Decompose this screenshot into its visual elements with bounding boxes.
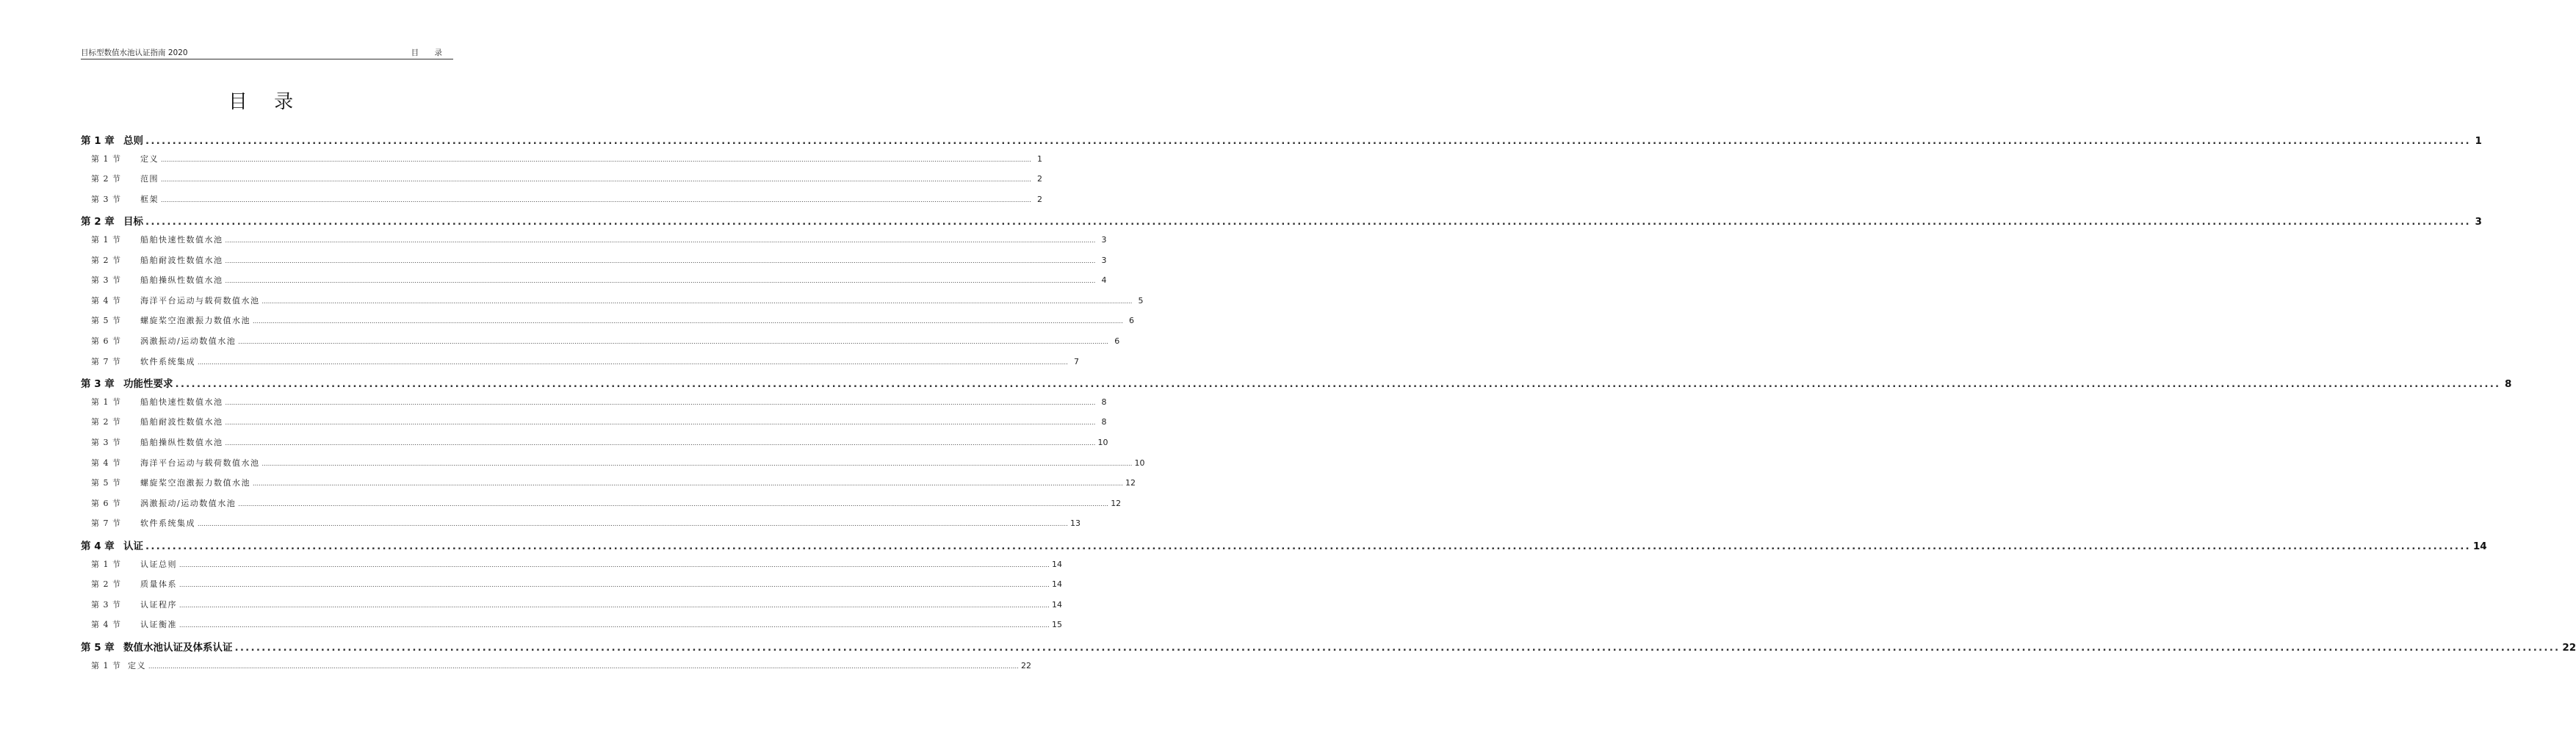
section-title: 认证衡准 <box>140 620 177 629</box>
page-number: 22 <box>1020 661 1031 670</box>
toc-section-entry[interactable] <box>81 599 1062 610</box>
dot-leader: ................................................................................................................................................................................................................................................................................................................................................................................................................................................ <box>198 521 1068 527</box>
page-number: 13 <box>1069 518 1080 528</box>
section-title: 软件系统集成 <box>140 357 195 366</box>
dot-leader: ................................................................................................................................................................................................................................................................................................................................................................................................................................................ <box>234 642 2561 654</box>
section-title: 船舶快速性数值水池 <box>140 397 223 407</box>
section-number: 第 4 节 <box>91 296 121 306</box>
section-number: 第 1 节 <box>91 560 121 569</box>
page-number: 10 <box>1097 438 1108 447</box>
section-number: 第 5 节 <box>91 316 121 325</box>
dot-leader: ................................................................................................................................................................................................................................................................................................................................................................................................................................................ <box>179 562 1050 568</box>
page-number: 12 <box>1125 478 1136 488</box>
dot-leader: ................................................................................................................................................................................................................................................................................................................................................................................................................................................ <box>238 339 1109 345</box>
section-title: 船舶操纵性数值水池 <box>140 438 223 447</box>
page-number: 4 <box>1101 275 1107 285</box>
section-title: 船舶耐波性数值水池 <box>140 417 223 427</box>
toc-chapter-entry[interactable] <box>81 375 2512 390</box>
header-section-title: 目 录 <box>411 48 449 57</box>
toc-section-entry[interactable] <box>81 234 1107 245</box>
dot-leader: ................................................................................................................................................................................................................................................................................................................................................................................................................................................ <box>145 540 2471 552</box>
section-number: 第 1 节 <box>91 397 121 407</box>
header-document-title: 目标型数值水池认证指南 2020 <box>81 48 188 57</box>
dot-leader: ................................................................................................................................................................................................................................................................................................................................................................................................................................................ <box>179 622 1050 629</box>
page-number: 22 <box>2562 642 2576 654</box>
toc-chapter-entry[interactable] <box>81 132 2482 147</box>
page-number: 2 <box>1036 174 1042 184</box>
dot-leader: ................................................................................................................................................................................................................................................................................................................................................................................................................................................ <box>261 298 1133 305</box>
page-number: 8 <box>1101 397 1107 407</box>
section-number: 第 6 节 <box>91 336 121 346</box>
dot-leader: ................................................................................................................................................................................................................................................................................................................................................................................................................................................ <box>175 378 2501 390</box>
chapter-number: 第 1 章 <box>81 135 115 147</box>
section-number: 第 5 节 <box>91 478 121 488</box>
section-title: 涡激振动/运动数值水池 <box>140 499 237 508</box>
section-number: 第 6 节 <box>91 499 121 508</box>
dot-leader: ................................................................................................................................................................................................................................................................................................................................................................................................................................................ <box>238 501 1109 507</box>
dot-leader: ................................................................................................................................................................................................................................................................................................................................................................................................................................................ <box>179 582 1050 588</box>
chapter-title: 功能性要求 <box>123 378 173 390</box>
dot-leader: ................................................................................................................................................................................................................................................................................................................................................................................................................................................ <box>253 318 1123 325</box>
page-number: 6 <box>1128 316 1134 325</box>
section-number: 第 3 节 <box>91 600 121 610</box>
toc-section-entry[interactable] <box>81 578 1062 590</box>
chapter-title: 数值水池认证及体系认证 <box>123 642 233 654</box>
page-number: 1 <box>2475 135 2482 147</box>
dot-leader: ................................................................................................................................................................................................................................................................................................................................................................................................................................................ <box>145 216 2471 228</box>
dot-leader: ................................................................................................................................................................................................................................................................................................................................................................................................................................................ <box>161 176 1031 183</box>
section-number: 第 7 节 <box>91 357 121 366</box>
section-title: 软件系统集成 <box>140 518 195 528</box>
toc-section-entry[interactable] <box>81 314 1134 326</box>
page-number: 15 <box>1051 620 1062 629</box>
page-number: 5 <box>1138 296 1144 306</box>
section-number: 第 7 节 <box>91 518 121 528</box>
page-number: 14 <box>1051 560 1062 569</box>
section-title: 海洋平台运动与载荷数值水池 <box>140 296 260 306</box>
page-number: 10 <box>1134 458 1145 468</box>
toc-section-entry[interactable] <box>81 618 1062 630</box>
section-title: 螺旋桨空泡激振力数值水池 <box>140 316 250 325</box>
section-number: 第 1 节 <box>91 154 121 164</box>
dot-leader: ................................................................................................................................................................................................................................................................................................................................................................................................................................................ <box>225 440 1096 446</box>
section-title: 质量体系 <box>140 579 177 589</box>
section-number: 第 3 节 <box>91 275 121 285</box>
dot-leader: ................................................................................................................................................................................................................................................................................................................................................................................................................................................ <box>161 156 1031 163</box>
page-number: 8 <box>1101 417 1107 427</box>
dot-leader: ................................................................................................................................................................................................................................................................................................................................................................................................................................................ <box>261 460 1133 467</box>
section-number: 第 2 节 <box>91 417 121 427</box>
section-title: 认证总则 <box>140 560 177 569</box>
dot-leader: ................................................................................................................................................................................................................................................................................................................................................................................................................................................ <box>161 197 1031 203</box>
section-title: 框架 <box>140 195 159 204</box>
dot-leader: ................................................................................................................................................................................................................................................................................................................................................................................................................................................ <box>225 237 1096 244</box>
toc-section-entry[interactable] <box>81 396 1107 408</box>
toc-section-entry[interactable] <box>81 254 1107 266</box>
toc-section-entry[interactable] <box>81 355 1079 367</box>
section-number: 第 1 节 <box>91 235 121 245</box>
section-title: 定义 <box>140 154 159 164</box>
chapter-title: 认证 <box>123 540 143 552</box>
page-number: 8 <box>2504 378 2512 390</box>
section-number: 第 2 节 <box>91 256 121 265</box>
toc-section-entry[interactable] <box>81 517 1080 529</box>
toc-section-entry[interactable] <box>81 193 1042 205</box>
dot-leader: ................................................................................................................................................................................................................................................................................................................................................................................................................................................ <box>225 278 1096 284</box>
chapter-number: 第 5 章 <box>81 642 115 654</box>
page-number: 6 <box>1114 336 1120 346</box>
chapter-title: 目标 <box>123 216 143 228</box>
section-title: 范围 <box>140 174 159 184</box>
section-title: 螺旋桨空泡激振力数值水池 <box>140 478 250 488</box>
running-header <box>81 47 453 59</box>
section-title: 船舶操纵性数值水池 <box>140 275 223 285</box>
chapter-number: 第 4 章 <box>81 540 115 552</box>
section-number: 第 2 节 <box>91 579 121 589</box>
dot-leader: ................................................................................................................................................................................................................................................................................................................................................................................................................................................ <box>225 419 1096 426</box>
page-number: 3 <box>2475 216 2482 228</box>
page-number: 1 <box>1036 154 1042 164</box>
section-title: 定义 <box>128 661 146 670</box>
dot-leader: ................................................................................................................................................................................................................................................................................................................................................................................................................................................ <box>148 663 1019 670</box>
section-title: 认证程序 <box>140 600 177 610</box>
section-number: 第 4 节 <box>91 620 121 629</box>
toc-section-entry[interactable] <box>81 457 1145 469</box>
section-number: 第 3 节 <box>91 195 121 204</box>
toc-section-entry[interactable] <box>81 436 1108 448</box>
dot-leader: ................................................................................................................................................................................................................................................................................................................................................................................................................................................ <box>179 602 1050 609</box>
section-title: 涡激振动/运动数值水池 <box>140 336 237 346</box>
toc-section-entry[interactable] <box>81 659 1031 671</box>
page-number: 3 <box>1101 235 1107 245</box>
section-title: 船舶耐波性数值水池 <box>140 256 223 265</box>
dot-leader: ................................................................................................................................................................................................................................................................................................................................................................................................................................................ <box>198 359 1068 366</box>
section-number: 第 2 节 <box>91 174 121 184</box>
chapter-title: 总则 <box>123 135 143 147</box>
dot-leader: ................................................................................................................................................................................................................................................................................................................................................................................................................................................ <box>225 258 1096 264</box>
toc-section-entry[interactable] <box>81 558 1062 570</box>
section-number: 第 4 节 <box>91 458 121 468</box>
page-number: 7 <box>1073 357 1079 366</box>
toc-section-entry[interactable] <box>81 153 1042 164</box>
dot-leader: ................................................................................................................................................................................................................................................................................................................................................................................................................................................ <box>225 400 1096 406</box>
toc-chapter-entry[interactable] <box>81 639 2576 654</box>
dot-leader: ................................................................................................................................................................................................................................................................................................................................................................................................................................................ <box>145 135 2471 147</box>
toc-section-entry[interactable] <box>81 173 1042 184</box>
section-title: 船舶快速性数值水池 <box>140 235 223 245</box>
toc-section-entry[interactable] <box>81 477 1136 488</box>
section-title: 海洋平台运动与载荷数值水池 <box>140 458 260 468</box>
chapter-number: 第 2 章 <box>81 216 115 228</box>
page-number: 14 <box>2472 540 2487 552</box>
chapter-number: 第 3 章 <box>81 378 115 390</box>
toc-section-entry[interactable] <box>81 416 1107 427</box>
page-number: 14 <box>1051 600 1062 610</box>
toc-section-entry[interactable] <box>81 497 1122 509</box>
page-number: 12 <box>1111 499 1122 508</box>
section-number: 第 3 节 <box>91 438 121 447</box>
toc-section-entry[interactable] <box>81 335 1120 347</box>
page-number: 14 <box>1051 579 1062 589</box>
page-number: 3 <box>1101 256 1107 265</box>
toc-chapter-entry[interactable] <box>81 538 2487 552</box>
page-title: 目 录 <box>228 91 304 113</box>
dot-leader: ................................................................................................................................................................................................................................................................................................................................................................................................................................................ <box>253 480 1123 487</box>
page-number: 2 <box>1036 195 1042 204</box>
toc-section-entry[interactable] <box>81 274 1107 286</box>
section-number: 第 1 节 <box>91 661 121 670</box>
toc-chapter-entry[interactable] <box>81 213 2482 228</box>
toc-section-entry[interactable] <box>81 294 1144 306</box>
